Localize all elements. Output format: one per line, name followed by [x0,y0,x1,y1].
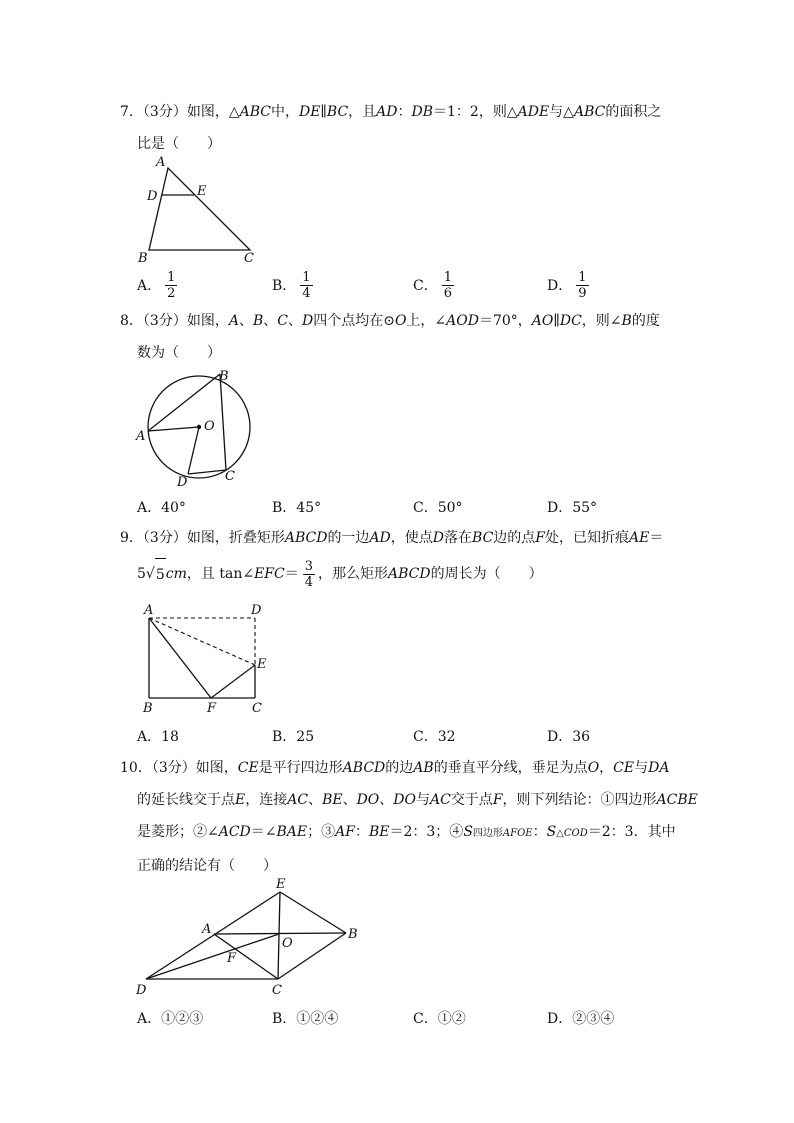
q10-label-d: D [136,983,147,998]
q8-label-c: C [225,469,235,484]
q10-label-b: B [348,927,358,942]
q9-option-c[interactable]: C．32 [413,729,456,745]
q7-label-b: B [138,251,148,266]
question-9-line-1: 9．（3分）如图，折叠矩形ABCD的一边AD，使点D落在BC边的点F处，已知折痕AE＝ [120,530,664,546]
question-9-options [137,719,677,753]
q10-label-f: F [227,951,237,966]
question-9-figure [130,598,280,713]
q10-label-o: O [282,936,293,951]
q10-label-a: A [202,922,212,937]
question-7-options [137,268,677,302]
q10-option-a[interactable]: A．①②③ [137,1011,204,1027]
q7-label-a: A [156,155,166,170]
q9-label-c: C [252,701,262,713]
q9-option-a[interactable]: A．18 [137,729,179,745]
question-9 [120,522,680,594]
q10-option-b[interactable]: B．①②④ [272,1011,339,1027]
question-10-options [137,1001,677,1035]
q7-option-c-fraction: $\frac{1}{6}$ [443,269,452,301]
q7-label-c: C [244,251,254,266]
q8-label-a: A [136,429,146,444]
q8-option-c[interactable]: C．50° [413,500,463,516]
question-7-figure [130,154,270,266]
question-10-line-4: 正确的结论有（ ） [137,858,277,874]
q9-label-f: F [207,701,217,713]
question-8 [120,305,680,369]
question-10 [120,752,698,882]
q7-option-b-fraction: $\frac{1}{4}$ [302,269,311,301]
question-10-line-3: 是菱形；②∠ACD＝∠BAE；③AF：BE＝2：3；④S四边形AFOE：S△COD＝2：3．其中 [137,824,676,840]
q7-option-d-fraction: $\frac{1}{9}$ [578,269,587,301]
q10-label-e: E [276,877,286,892]
question-8-options [137,490,677,524]
q7-option-a[interactable]: A． $\frac{1}{2}$ [137,269,176,301]
question-8-line-2: 数为（ ） [137,345,221,361]
q9-option-b[interactable]: B．25 [272,729,315,745]
question-10-figure [130,872,370,1002]
q9-label-d: D [251,603,262,618]
q9-option-d[interactable]: D．36 [547,729,591,745]
q10-label-c: C [272,983,282,998]
question-8-figure [130,364,270,489]
question-7-line-1: 7．（3分）如图，△ABC中，DE∥BC，且AD：DB＝1：2，则△ADE与△ABC的面积之 [120,104,662,120]
q7-label-d: D [147,189,158,204]
q7-option-d[interactable]: D． $\frac{1}{9}$ [547,269,587,301]
q9-tan-fraction: $\frac{3}{4}$ [304,558,313,590]
question-10-line-2: 的延长线交于点E，连接AC、BE、DO、DO与AC交于点F，则下列结论：①四边形ACBE [137,792,698,808]
q8-label-o: O [204,419,215,434]
q8-option-d[interactable]: D．55° [547,500,598,516]
q9-label-b: B [143,701,153,713]
q8-label-d: D [177,475,188,489]
question-7 [120,96,680,160]
q8-option-a[interactable]: A．40° [137,500,186,516]
q10-option-c[interactable]: C．①② [413,1011,466,1027]
q10-option-d[interactable]: D．②③④ [547,1011,615,1027]
q7-option-b[interactable]: B． $\frac{1}{4}$ [272,269,311,301]
sqrt-sign: √ [145,566,155,582]
question-7-line-2: 比是（ ） [137,136,221,152]
question-8-line-1: 8．（3分）如图，A、B、C、D四个点均在⊙O上，∠AOD＝70°，AO∥DC，则∠B的度 [120,313,660,329]
q7-option-a-fraction: $\frac{1}{2}$ [167,269,176,301]
q9-label-a: A [144,603,154,618]
question-9-line-2: 5 √ 5 cm ，且 tan∠ EFC ＝ $\frac{3}{4}$ ，那么矩形 ABCD 的周长为（ ） [137,558,543,590]
q7-option-c[interactable]: C． $\frac{1}{6}$ [413,269,452,301]
q7-label-e: E [197,184,207,199]
q9-label-e: E [257,657,267,672]
q8-option-b[interactable]: B．45° [272,500,322,516]
question-10-line-1: 10．（3分）如图，CE是平行四边形ABCD的边AB的垂直平分线，垂足为点O，CE与DA [120,760,670,776]
q8-label-b: B [219,369,229,384]
